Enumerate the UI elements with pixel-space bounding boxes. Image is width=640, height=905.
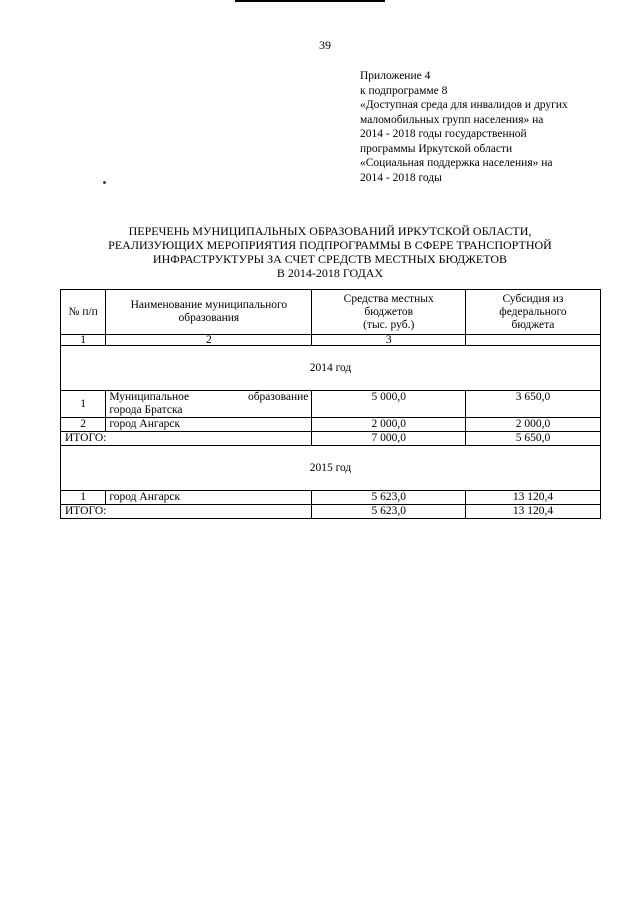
table-row bbox=[61, 491, 601, 505]
appendix-line: «Социальная поддержка населения» на bbox=[360, 157, 553, 169]
total-label: ИТОГО: bbox=[61, 505, 312, 519]
year-heading: 2014 год bbox=[61, 346, 601, 391]
row-federal-subsidy: 3 650,0 bbox=[465, 391, 600, 418]
column-index-row bbox=[61, 335, 601, 346]
appendix-line: маломобильных групп населения» на bbox=[360, 113, 544, 126]
total-local-funds: 5 623,0 bbox=[312, 505, 466, 519]
document-title bbox=[60, 224, 600, 280]
total-local-funds: 7 000,0 bbox=[312, 432, 466, 446]
title-line: ИНФРАСТРУКТУРЫ ЗА СЧЕТ СРЕДСТВ МЕСТНЫХ БЮДЖЕТОВ bbox=[152, 252, 508, 266]
title-line: В 2014-2018 ГОДАХ bbox=[276, 266, 384, 280]
total-row-2015 bbox=[61, 505, 601, 519]
column-index: 2 bbox=[106, 335, 312, 346]
top-edge-rule bbox=[235, 0, 385, 2]
row-name: Муниципальное образование города Братска bbox=[106, 391, 312, 418]
appendix-line: 2014 - 2018 годы bbox=[360, 171, 442, 184]
row-federal-subsidy: 2 000,0 bbox=[465, 418, 600, 432]
header-federal-subsidy: Субсидия из федерального бюджета bbox=[465, 290, 600, 335]
column-index: 3 bbox=[312, 335, 466, 346]
appendix-line: к подпрограмме 8 bbox=[360, 84, 448, 97]
header-num: № п/п bbox=[61, 290, 106, 335]
table-row bbox=[61, 418, 601, 432]
total-row-2014 bbox=[61, 432, 601, 446]
scan-speck bbox=[103, 181, 106, 184]
total-label: ИТОГО: bbox=[61, 432, 312, 446]
row-num: 2 bbox=[61, 418, 106, 432]
appendix-line: «Доступная среда для инвалидов и других bbox=[360, 99, 568, 111]
row-name: город Ангарск bbox=[106, 418, 312, 432]
year-heading: 2015 год bbox=[61, 446, 601, 491]
appendix-line: Приложение 4 bbox=[360, 70, 431, 82]
page-number: 39 bbox=[319, 38, 331, 52]
year-row-2014 bbox=[61, 346, 601, 391]
table-row bbox=[61, 391, 601, 418]
municipalities-table bbox=[60, 289, 601, 519]
column-index bbox=[465, 335, 600, 346]
title-line: ПЕРЕЧЕНЬ МУНИЦИПАЛЬНЫХ ОБРАЗОВАНИЙ ИРКУТСКОЙ ОБЛАСТИ, bbox=[128, 224, 532, 238]
header-name: Наименование муниципального образования bbox=[106, 290, 312, 335]
appendix-line: программы Иркутской области bbox=[360, 142, 513, 155]
row-name: город Ангарск bbox=[106, 491, 312, 505]
appendix-line: 2014 - 2018 годы государственной bbox=[360, 128, 527, 140]
header-local-funds: Средства местных бюджетов (тыс. руб.) bbox=[312, 290, 466, 335]
appendix-caption bbox=[360, 69, 630, 185]
table-header-row bbox=[61, 290, 601, 335]
year-row-2015 bbox=[61, 446, 601, 491]
row-num: 1 bbox=[61, 391, 106, 418]
title-line: РЕАЛИЗУЮЩИХ МЕРОПРИЯТИЯ ПОДПРОГРАММЫ В СФЕРЕ ТРАНСПОРТНОЙ bbox=[108, 238, 552, 252]
row-federal-subsidy: 13 120,4 bbox=[465, 491, 600, 505]
total-federal-subsidy: 5 650,0 bbox=[465, 432, 600, 446]
row-local-funds: 5 000,0 bbox=[312, 391, 466, 418]
row-num: 1 bbox=[61, 491, 106, 505]
total-federal-subsidy: 13 120,4 bbox=[465, 505, 600, 519]
row-local-funds: 5 623,0 bbox=[312, 491, 466, 505]
column-index: 1 bbox=[61, 335, 106, 346]
row-local-funds: 2 000,0 bbox=[312, 418, 466, 432]
